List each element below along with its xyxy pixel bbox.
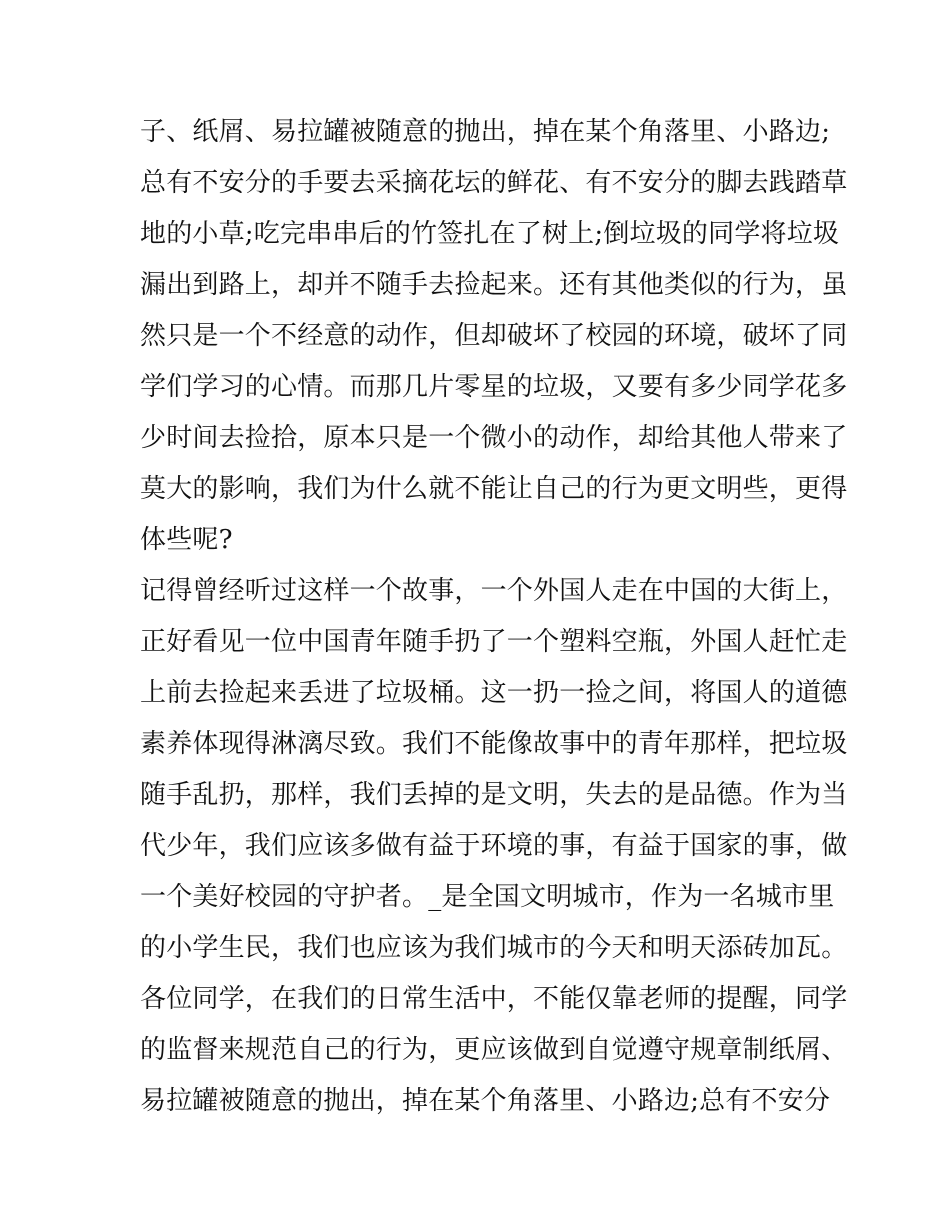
text-line: 地的小草;吃完串串后的竹签扎在了树上;倒垃圾的同学将垃圾: [140, 219, 840, 249]
body-text: [140, 107, 848, 1127]
text-line: 学们学习的心情。而那几片零星的垃圾，又要有多少同学花多: [140, 372, 848, 402]
text-line: 上前去捡起来丢进了垃圾桶。这一扔一捡之间，将国人的道德: [140, 678, 848, 708]
text-line: 易拉罐被随意的抛出，掉在某个角落里、小路边;总有不安分: [140, 1086, 831, 1116]
text-line: 各位同学，在我们的日常生活中，不能仅靠老师的提醒，同学: [140, 984, 848, 1014]
text-line: 总有不安分的手要去采摘花坛的鲜花、有不安分的脚去践踏草: [140, 168, 848, 198]
text-line: 记得曾经听过这样一个故事，一个外国人走在中国的大街上，: [140, 576, 848, 606]
text-line: 素养体现得淋漓尽致。我们不能像故事中的青年那样，把垃圾: [140, 729, 848, 759]
text-line: 代少年，我们应该多做有益于环境的事，有益于国家的事，做: [140, 831, 848, 861]
text-line: 少时间去捡拾，原本只是一个微小的动作，却给其他人带来了: [140, 423, 848, 453]
text-line: 然只是一个不经意的动作，但却破坏了校园的环境，破坏了同: [140, 321, 848, 351]
text-line: 一个美好校园的守护者。_是全国文明城市，作为一名城市里: [140, 882, 835, 912]
text-line: 正好看见一位中国青年随手扔了一个塑料空瓶，外国人赶忙走: [140, 627, 848, 657]
text-line: 漏出到路上，却并不随手去捡起来。还有其他类似的行为，虽: [140, 270, 848, 300]
text-line: 的监督来规范自己的行为，更应该做到自觉遵守规章制纸屑、: [140, 1035, 848, 1065]
text-line: 子、纸屑、易拉罐被随意的抛出，掉在某个角落里、小路边;: [140, 117, 831, 147]
text-line: 随手乱扔，那样，我们丢掉的是文明，失去的是品德。作为当: [140, 780, 848, 810]
text-line: 莫大的影响，我们为什么就不能让自己的行为更文明些，更得: [140, 474, 848, 504]
text-line: 的小学生民，我们也应该为我们城市的今天和明天添砖加瓦。: [140, 933, 848, 963]
text-line: 体些呢?: [140, 525, 233, 555]
